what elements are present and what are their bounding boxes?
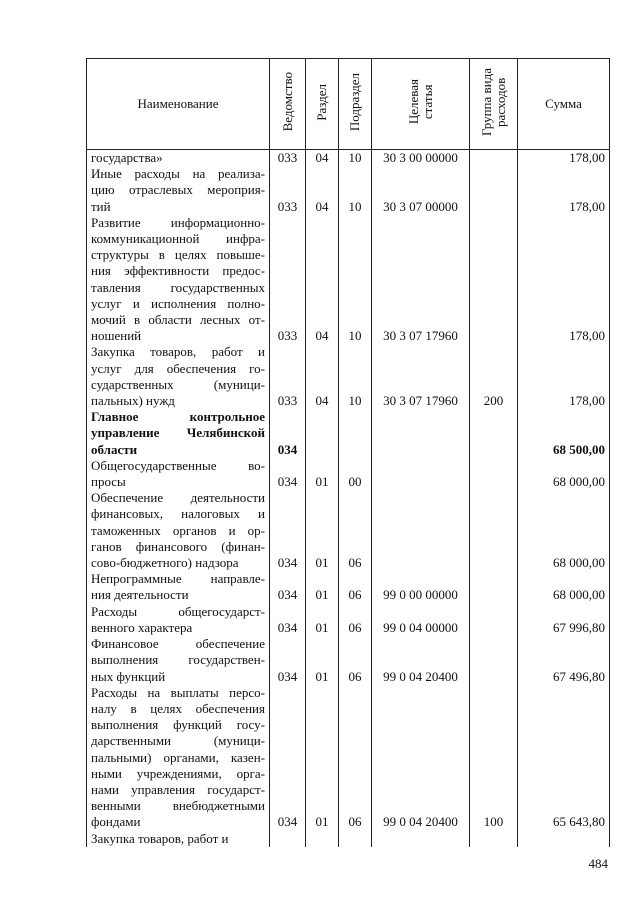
row-name [87, 215, 270, 345]
row-section: 04 [306, 344, 339, 409]
row-name-line: Закупка товаров, работ и [91, 344, 265, 360]
row-name [87, 571, 270, 603]
row-expense-type [470, 604, 518, 636]
table-header-row [87, 59, 610, 150]
row-sum: 178,00 [518, 166, 610, 215]
header-sum: Сумма [518, 59, 610, 150]
row-name-line: Непрограммные направле- [91, 571, 265, 587]
row-target-article: 30 3 07 00000 [372, 166, 470, 215]
row-department: 034 [270, 685, 306, 831]
row-expense-type: 100 [470, 685, 518, 831]
row-target-article [372, 458, 470, 490]
table-row [87, 344, 610, 409]
table-row [87, 490, 610, 571]
row-department: 033 [270, 215, 306, 345]
row-sum: 67 496,80 [518, 636, 610, 685]
row-section [306, 831, 339, 847]
row-department: 034 [270, 571, 306, 603]
row-subsection: 06 [339, 685, 372, 831]
row-department: 034 [270, 636, 306, 685]
table-row [87, 215, 610, 345]
row-subsection: 10 [339, 150, 372, 167]
header-subsection: Подраздел [339, 59, 372, 150]
row-sum: 68 500,00 [518, 409, 610, 458]
row-target-article: 30 3 07 17960 [372, 344, 470, 409]
row-expense-type [470, 636, 518, 685]
header-department: Ведомство [270, 59, 306, 150]
row-section: 01 [306, 571, 339, 603]
row-subsection: 10 [339, 166, 372, 215]
row-name-line: ния деятельности [91, 587, 189, 603]
row-name [87, 150, 270, 167]
row-section: 01 [306, 604, 339, 636]
row-name-line: ния эффективности предос- [91, 263, 265, 279]
row-expense-type [470, 571, 518, 603]
row-name-line: ных функций [91, 668, 166, 684]
row-department: 034 [270, 490, 306, 571]
row-subsection: 10 [339, 344, 372, 409]
row-department: 033 [270, 166, 306, 215]
row-name [87, 409, 270, 458]
row-name-line: цию отраслевых мероприя- [91, 182, 265, 198]
row-name-line: выполнения функций госу- [91, 717, 265, 733]
table-row [87, 831, 610, 847]
row-expense-type [470, 831, 518, 847]
row-name [87, 344, 270, 409]
table-row [87, 571, 610, 603]
row-name-line: нами управления государст- [91, 781, 265, 797]
row-sum: 178,00 [518, 215, 610, 345]
row-section: 04 [306, 166, 339, 215]
row-name-line: Расходы общегосударст- [91, 603, 265, 619]
header-name: Наименование [87, 59, 270, 150]
row-name-line: услуг и исполнения полно- [91, 295, 265, 311]
row-section: 04 [306, 150, 339, 167]
row-name-line: государства» [91, 150, 163, 165]
row-department [270, 831, 306, 847]
row-name-line: коммуникационной инфра- [91, 231, 265, 247]
row-subsection: 10 [339, 215, 372, 345]
table-row [87, 685, 610, 831]
row-name [87, 166, 270, 215]
row-name-line: Обеспечение деятельности [91, 490, 265, 506]
row-target-article: 99 0 04 00000 [372, 604, 470, 636]
row-name-line: Иные расходы на реализа- [91, 166, 265, 182]
row-name-line: фондами [91, 814, 141, 830]
row-name-line: налу в целях обеспечения [91, 700, 265, 716]
header-section: Раздел [306, 59, 339, 150]
row-name-line: дарственными (муници- [91, 733, 265, 749]
table-row [87, 166, 610, 215]
row-sum: 178,00 [518, 344, 610, 409]
row-name-line: ношений [91, 328, 142, 344]
row-target-article: 30 3 00 00000 [372, 150, 470, 167]
row-name-line: венного характера [91, 619, 193, 635]
row-expense-type [470, 458, 518, 490]
row-name [87, 636, 270, 685]
row-section: 01 [306, 636, 339, 685]
row-name-line: выполнения государствен- [91, 652, 265, 668]
row-expense-type [470, 150, 518, 167]
row-name-line: услуг для обеспечения го- [91, 360, 265, 376]
row-name-line: просы [91, 474, 126, 490]
row-department: 033 [270, 150, 306, 167]
row-name-line: Главное контрольное [91, 409, 265, 425]
row-expense-type [470, 409, 518, 458]
row-sum: 67 996,80 [518, 604, 610, 636]
row-name [87, 604, 270, 636]
row-subsection [339, 409, 372, 458]
table-row [87, 458, 610, 490]
row-name [87, 831, 270, 847]
row-subsection: 06 [339, 571, 372, 603]
table-row [87, 409, 610, 458]
row-subsection: 06 [339, 604, 372, 636]
row-target-article [372, 490, 470, 571]
row-target-article [372, 409, 470, 458]
row-name-line: венными внебюджетными [91, 798, 265, 814]
row-subsection: 00 [339, 458, 372, 490]
row-name-line: тавления государственных [91, 279, 265, 295]
row-name-line: сово-бюджетного) надзора [91, 555, 239, 571]
row-subsection: 06 [339, 636, 372, 685]
row-target-article: 30 3 07 17960 [372, 215, 470, 345]
row-expense-type [470, 215, 518, 345]
row-name-line: ными учреждениями, орга- [91, 765, 265, 781]
row-target-article: 99 0 04 20400 [372, 636, 470, 685]
row-target-article: 99 0 04 20400 [372, 685, 470, 831]
row-name-line: Закупка товаров, работ и [91, 830, 229, 846]
row-name-line: пальными) органами, казен- [91, 749, 265, 765]
row-name-line: тий [91, 198, 111, 214]
row-name-line: пальных) нужд [91, 393, 175, 409]
row-name [87, 490, 270, 571]
row-target-article: 99 0 00 00000 [372, 571, 470, 603]
row-department: 034 [270, 458, 306, 490]
row-section: 01 [306, 490, 339, 571]
row-name-line: структуры в целях повыше- [91, 247, 265, 263]
row-expense-type: 200 [470, 344, 518, 409]
header-target-article: Целевая статья [372, 59, 470, 150]
row-name-line: Развитие информационно- [91, 214, 265, 230]
row-section: 01 [306, 685, 339, 831]
row-target-article [372, 831, 470, 847]
row-sum: 178,00 [518, 150, 610, 167]
row-name-line: сударственных (муници- [91, 376, 265, 392]
row-subsection [339, 831, 372, 847]
row-name-line: ганов финансового (финан- [91, 538, 265, 554]
row-sum: 65 643,80 [518, 685, 610, 831]
row-sum: 68 000,00 [518, 490, 610, 571]
table-row [87, 604, 610, 636]
budget-table [86, 58, 610, 847]
row-section: 04 [306, 215, 339, 345]
row-name [87, 685, 270, 831]
row-name-line: области [91, 441, 138, 457]
row-sum [518, 831, 610, 847]
row-sum: 68 000,00 [518, 571, 610, 603]
row-expense-type [470, 490, 518, 571]
row-expense-type [470, 166, 518, 215]
row-name-line: управление Челябинской [91, 425, 265, 441]
header-expense-type: Группа вида расходов [470, 59, 518, 150]
row-name-line: Расходы на выплаты персо- [91, 684, 265, 700]
row-sum: 68 000,00 [518, 458, 610, 490]
row-name-line: мочий в области лесных от- [91, 312, 265, 328]
row-section: 01 [306, 458, 339, 490]
row-section [306, 409, 339, 458]
row-subsection: 06 [339, 490, 372, 571]
row-name-line: таможенных органов и ор- [91, 522, 265, 538]
row-name-line: Общегосударственные во- [91, 457, 265, 473]
row-department: 034 [270, 409, 306, 458]
row-name-line: Финансовое обеспечение [91, 636, 265, 652]
table-row [87, 150, 610, 167]
page-number: 484 [588, 856, 608, 871]
row-name-line: финансовых, налоговых и [91, 506, 265, 522]
table-row [87, 636, 610, 685]
table-body [87, 150, 610, 847]
row-department: 033 [270, 344, 306, 409]
row-department: 034 [270, 604, 306, 636]
row-name [87, 458, 270, 490]
